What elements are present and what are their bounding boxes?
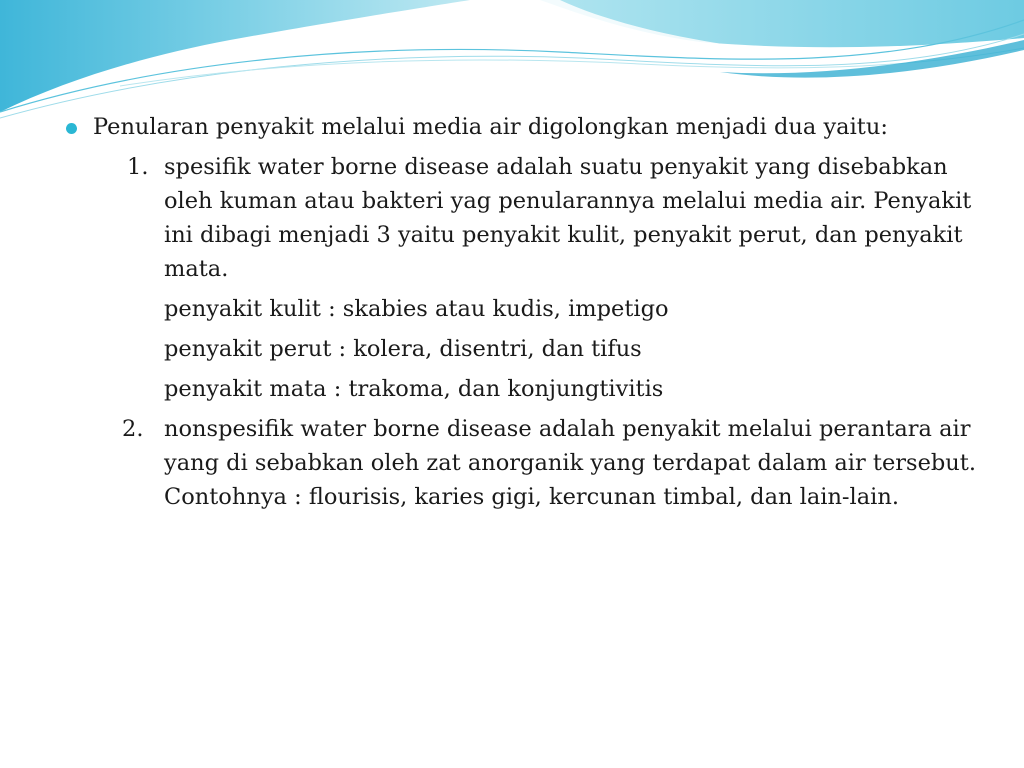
list-item-2 — [60, 412, 990, 514]
list-item-2-text: nonspesifik water borne disease adalah penyakit melalui perantara air yang di sebabkan oleh zat anorganik yang terdapat dalam air tersebut. Contohnya : flourisis, karies gigi, kercunan timbal, dan lain-lain. — [164, 416, 976, 510]
intro-bullet — [60, 110, 990, 144]
list-number-1: 1. — [127, 154, 149, 180]
list-number-2: 2. — [122, 416, 144, 442]
list-item-1 — [60, 150, 990, 286]
slide-body — [60, 108, 990, 514]
sub-item-kulit: penyakit kulit : skabies atau kudis, impetigo — [164, 296, 669, 322]
sub-item-mata: penyakit mata : trakoma, dan konjungtivitis — [164, 376, 664, 402]
sub-item-perut: penyakit perut : kolera, disentri, dan tifus — [164, 336, 642, 362]
list-item-1-text: spesifik water borne disease adalah suatu penyakit yang disebabkan oleh kuman atau bakteri yag penularannya melalui media air. Penyakit ini dibagi menjadi 3 yaitu penyakit kulit, penyakit perut, dan penyakit mata. — [164, 154, 972, 282]
intro-text: Penularan penyakit melalui media air digolongkan menjadi dua yaitu: — [93, 114, 888, 140]
bullet-dot-icon — [66, 123, 77, 134]
